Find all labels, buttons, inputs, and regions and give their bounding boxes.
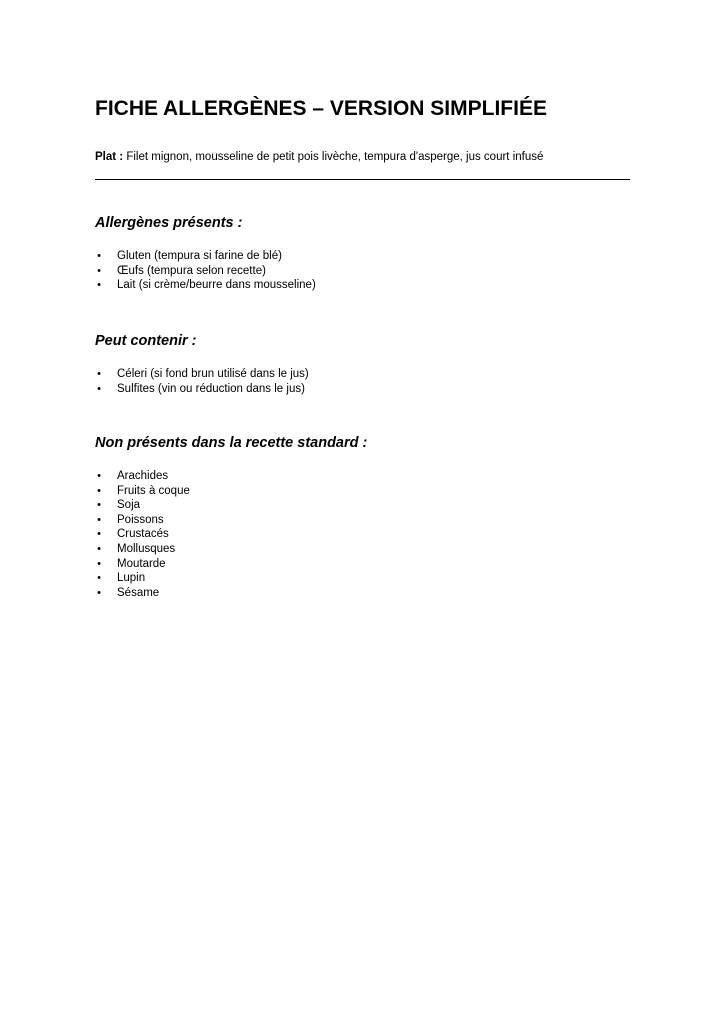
- list-item: [95, 571, 190, 586]
- document-title: FICHE ALLERGÈNES – VERSION SIMPLIFIÉE: [95, 97, 547, 120]
- list-item-text: Œufs (tempura selon recette): [117, 264, 266, 277]
- bullet-icon: •: [97, 484, 101, 497]
- list-item: [95, 557, 190, 572]
- section-heading-not-present: Non présents dans la recette standard :: [95, 435, 368, 451]
- present-allergens-list: [95, 249, 316, 293]
- list-item-text: Arachides: [117, 470, 169, 482]
- list-item: [95, 367, 309, 382]
- list-item-text: Céleri (si fond brun utilisé dans le jus): [117, 368, 309, 380]
- list-item-text: Lupin: [117, 572, 146, 585]
- section-heading-present-allergens: Allergènes présents :: [95, 215, 243, 231]
- section-heading-may-contain: Peut contenir :: [95, 333, 197, 349]
- bullet-icon: •: [97, 250, 101, 262]
- list-item-text: Soja: [117, 499, 141, 512]
- list-item-text: Mollusques: [117, 542, 176, 555]
- list-item: [95, 542, 190, 557]
- bullet-icon: •: [97, 279, 101, 292]
- list-item: [95, 484, 190, 499]
- list-item-text: Sulfites (vin ou réduction dans le jus): [117, 382, 305, 395]
- list-item-text: Gluten (tempura si farine de blé): [117, 250, 282, 262]
- bullet-icon: •: [97, 586, 101, 599]
- list-item: [95, 278, 316, 293]
- list-item-text: Sésame: [117, 586, 160, 599]
- bullet-icon: •: [97, 513, 101, 526]
- bullet-icon: •: [97, 542, 101, 555]
- horizontal-divider: [95, 179, 630, 180]
- may-contain-list: [95, 367, 309, 396]
- list-item: [95, 382, 309, 397]
- list-item-text: Lait (si crème/beurre dans mousseline): [117, 279, 316, 292]
- list-item: [95, 586, 190, 601]
- bullet-icon: •: [97, 557, 101, 570]
- list-item-text: Crustacés: [117, 528, 169, 541]
- dish-line: [95, 150, 543, 164]
- bullet-icon: •: [97, 528, 101, 541]
- bullet-icon: •: [97, 470, 101, 482]
- dish-label: Plat :: [95, 151, 124, 163]
- list-item-text: Poissons: [117, 513, 164, 526]
- list-item: [95, 498, 190, 513]
- not-present-list: [95, 469, 190, 600]
- dish-value: Filet mignon, mousseline de petit pois livèche, tempura d'asperge, jus court infusé: [126, 151, 544, 163]
- bullet-icon: •: [97, 382, 101, 395]
- list-item: [95, 264, 316, 279]
- bullet-icon: •: [97, 499, 101, 512]
- list-item: [95, 527, 190, 542]
- list-item-text: Fruits à coque: [117, 484, 190, 497]
- bullet-icon: •: [97, 368, 101, 380]
- list-item: [95, 513, 190, 528]
- list-item: [95, 469, 190, 484]
- bullet-icon: •: [97, 264, 101, 277]
- list-item-text: Moutarde: [117, 557, 166, 570]
- list-item: [95, 249, 316, 264]
- bullet-icon: •: [97, 572, 101, 585]
